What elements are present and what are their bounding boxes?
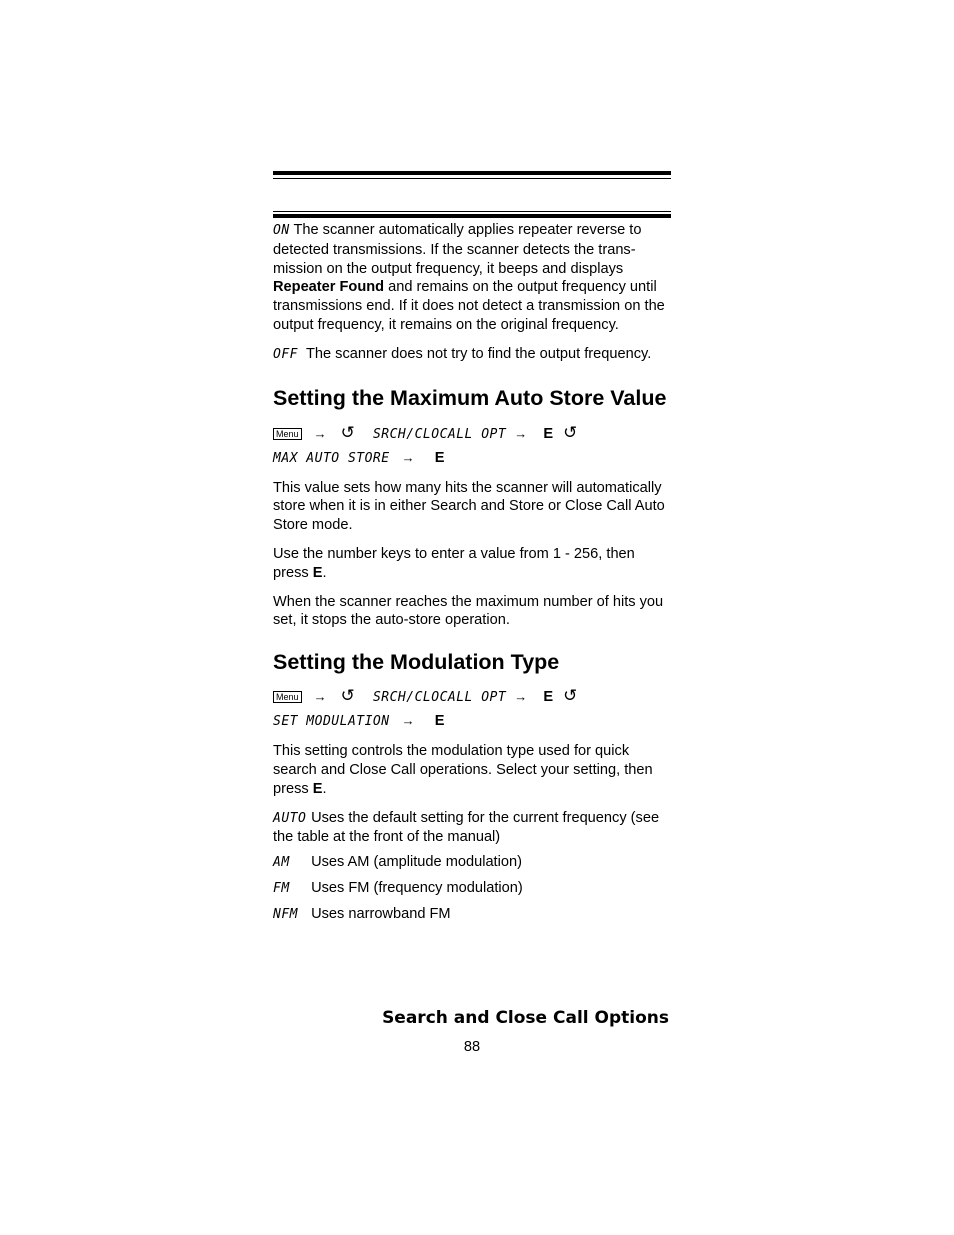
modulation-option-auto [273,809,671,848]
repeater-found-label: Repeater Found [273,279,385,296]
modulation-option-am [273,853,671,873]
rotate-dial-icon: ↺ [563,686,578,706]
arrow-right-icon: → [313,689,327,705]
auto-store-key-sequence [273,421,671,470]
lcd-srch-clocall-opt: SRCH/CLOCALL OPT [372,426,507,442]
option-text: Uses FM (frequency modulation) [311,879,523,896]
instruction-text: Use the number keys to enter a value from 1 - 256, then press [273,545,635,581]
option-text: Uses AM (amplitude modulation) [311,854,522,871]
lcd-max-auto-store: MAX AUTO STORE [273,450,390,466]
on-text-after: and remains on the output frequency until transmissions end. If it does not detect a transmission on the output frequency, it remains on the original frequency. [273,279,665,333]
menu-key-icon: Menu [273,691,302,703]
modulation-option-nfm [273,905,671,925]
e-key-label: E [312,780,323,797]
option-text: Uses the default setting for the current frequency (see the table at the front of the manual) [273,809,660,846]
lcd-code-nfm: NFM [273,906,298,922]
lcd-code-on: ON [273,223,290,238]
lcd-code-off: OFF [273,346,298,362]
lcd-code-am: AM [273,855,290,871]
menu-key-icon: Menu [273,428,302,440]
auto-store-limit-note: When the scanner reaches the maximum number of hits you set, it stops the auto-store operation. [273,593,664,629]
arrow-right-icon: → [401,449,415,465]
e-key-icon: E [543,425,554,442]
e-key-icon: E [434,449,445,466]
header-rule-thin [273,178,671,179]
auto-store-instruction [273,545,671,583]
off-text: The scanner does not try to find the output frequency. [305,345,652,362]
lcd-code-auto: AUTO [273,810,307,826]
section-rule-thin [273,211,671,212]
header-rule-thick [273,171,671,175]
page-content [273,221,671,931]
lcd-code-fm: FM [273,880,290,896]
repeater-off-paragraph [273,345,671,365]
section-rule-thick [273,214,671,218]
rotate-dial-icon: ↺ [563,422,578,442]
manual-page [273,0,671,1235]
arrow-right-icon: → [514,689,528,705]
on-text-before: The scanner automatically applies repeater reverse to detected transmissions. If the scanner detects the transmission on the output frequency, it beeps and displays [273,222,642,277]
lcd-srch-clocall-opt: SRCH/CLOCALL OPT [372,690,507,706]
rotate-dial-icon: ↺ [340,686,355,706]
page-number: 88 [463,1039,481,1055]
modulation-description [273,742,671,798]
e-key-icon: E [543,689,554,706]
description-period: . [322,780,327,797]
instruction-period: . [322,564,327,581]
rotate-dial-icon: ↺ [340,422,355,442]
modulation-key-sequence [273,684,671,733]
repeater-on-paragraph [273,221,671,335]
option-text: Uses narrowband FM [311,905,451,922]
arrow-right-icon: → [313,425,327,441]
e-key-label: E [312,564,323,581]
arrow-right-icon: → [514,425,528,441]
lcd-set-modulation: SET MODULATION [273,714,390,730]
modulation-description-text: This setting controls the modulation type used for quick search and Close Call operations. Select your setting, then press [273,743,653,797]
modulation-option-fm [273,879,671,899]
auto-store-heading: Setting the Maximum Auto Store Value [273,385,667,410]
arrow-right-icon: → [401,713,415,729]
auto-store-description: This value sets how many hits the scanner will automatically store when it is in either Search and Store or Close Call Auto Store mode. [273,479,665,534]
footer-section-title: Search and Close Call Options [382,1008,669,1028]
e-key-icon: E [434,713,445,730]
modulation-heading: Setting the Modulation Type [273,650,560,675]
